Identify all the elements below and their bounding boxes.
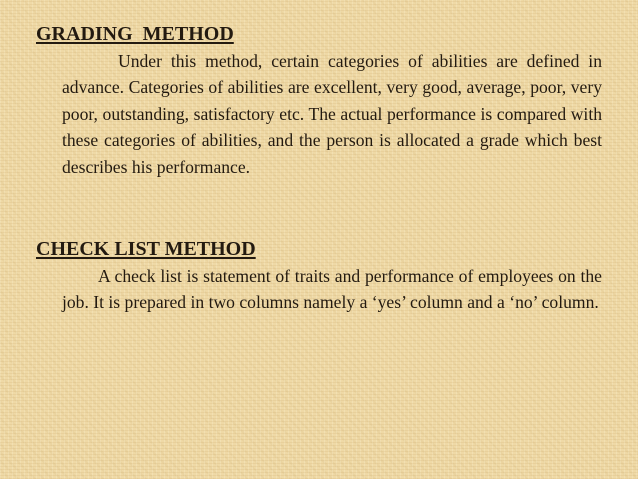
check-list-method-heading: CHECK LIST METHOD: [36, 238, 256, 260]
grading-method-paragraph: Under this method, certain categories of abilities are defined in advance. Categories of abilities are excellent, very good, average, poor, very poor, outstanding, satisfactory etc. The actual performance is compared with these categories of abilities, and the person is allocated a grade which best describes his performance.: [62, 51, 602, 177]
grading-method-heading: GRADING METHOD: [36, 23, 234, 45]
check-list-method-paragraph: A check list is statement of traits and performance of employees on the job. It is prepared in two columns namely a ‘yes’ column and a ‘no’ column.: [62, 266, 602, 313]
